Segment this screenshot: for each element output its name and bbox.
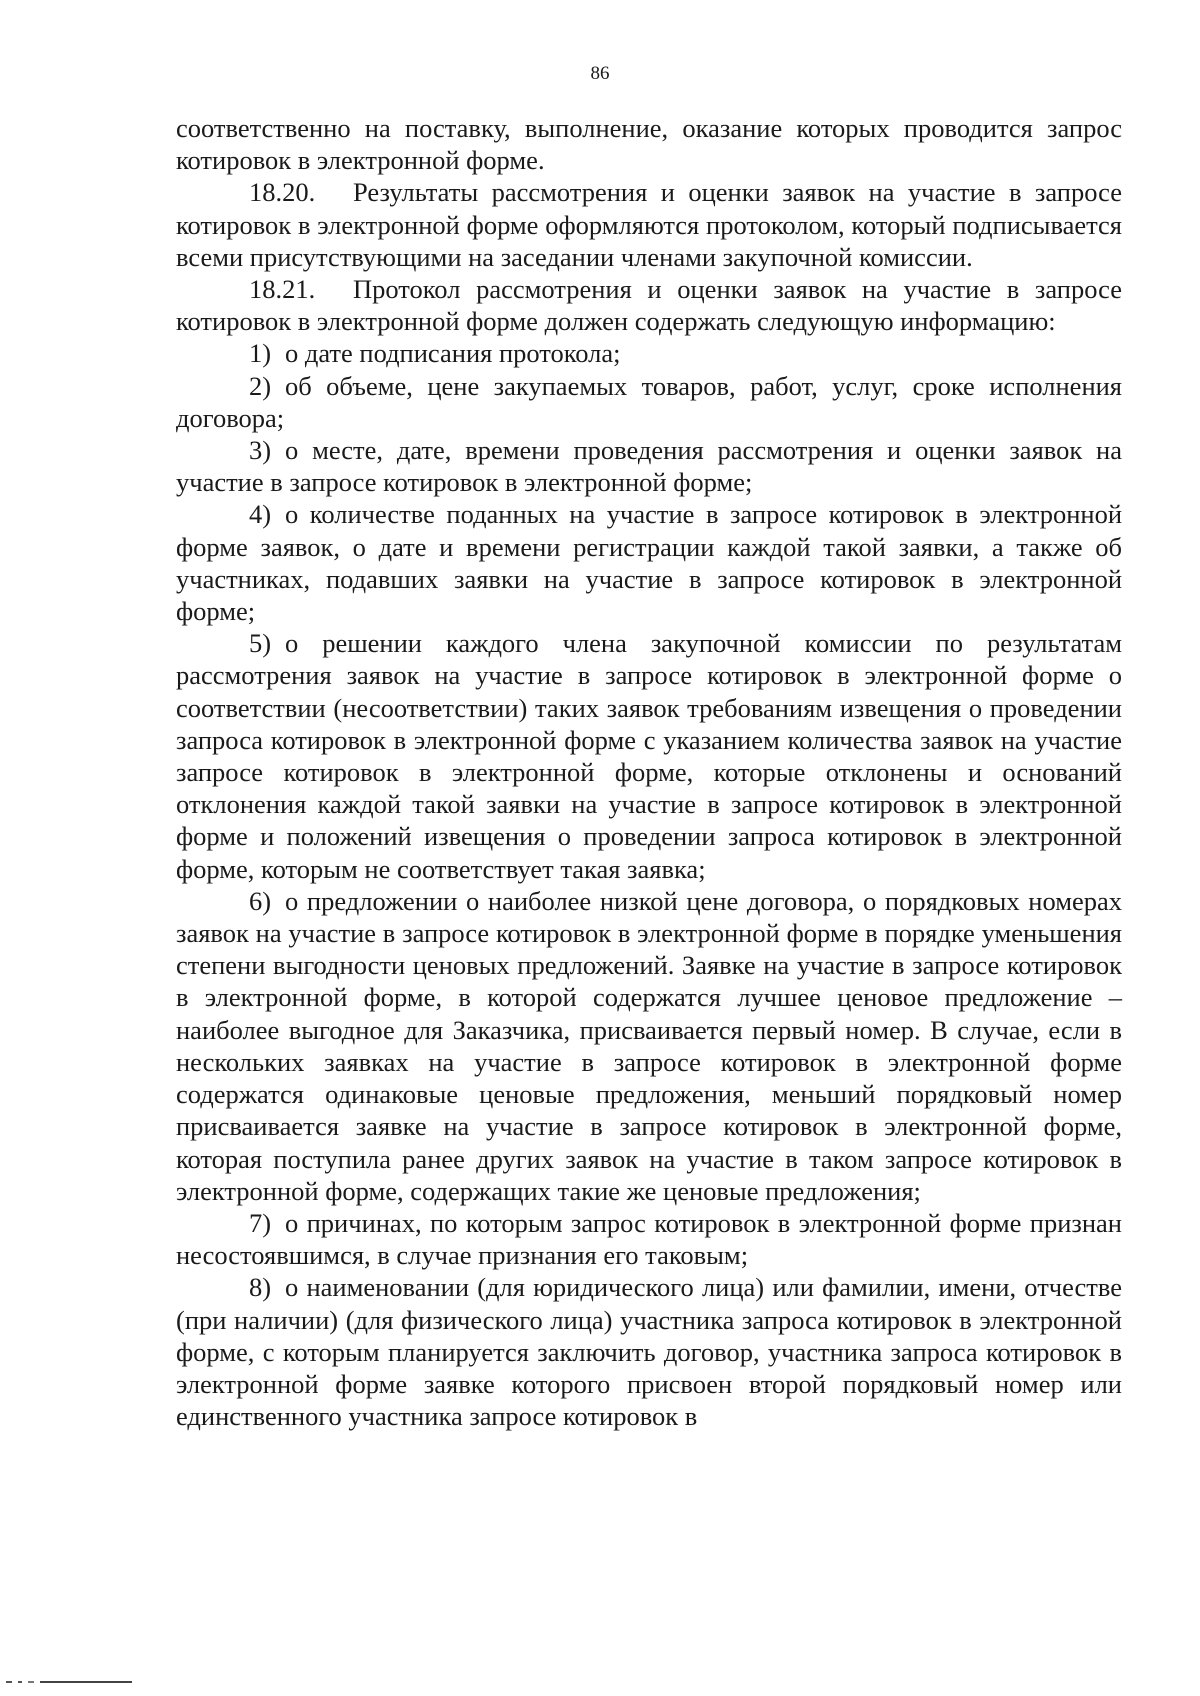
list-item-6 [176,885,1122,1207]
clause-number: 18.21. [249,274,316,305]
clause-text: Протокол рассмотрения и оценки заявок на участие в запросе котировок в электронной форме должен содержать следующую информацию: [176,274,1122,337]
list-item-number: 4) [249,499,272,530]
paragraph-text: соответственно на поставку, выполнение, оказание которых проводится запрос котировок в электронной форме. [176,113,1122,176]
list-item-5 [176,627,1122,885]
list-item-text: о наименовании (для юридического лица) или фамилии, имени, отчестве (при наличии) (для физического лица) участника запроса котировок в электронной форме, с которым планируется заключить договор, участника запроса котировок в электронной форме заявке которого присвоен второй порядковый номер или единственного участника запросе котировок в [176,1272,1122,1432]
list-item-text: о количестве поданных на участие в запросе котировок в электронной форме заявок, о дате и времени регистрации каждой такой заявки, а также об участниках, подавших заявки на участие в запросе котировок в электронной форме; [176,499,1122,627]
list-item-number: 1) [249,338,272,369]
document-body [176,112,1122,1432]
list-item-text: о месте, дате, времени проведения рассмотрения и оценки заявок на участие в запросе котировок в электронной форме; [176,435,1122,498]
list-item-2 [176,370,1122,434]
footer-rule [0,1681,132,1683]
list-item-text: об объеме, цене закупаемых товаров, работ, услуг, сроке исполнения договора; [176,370,1122,433]
clause-number: 18.20. [249,177,316,208]
clause-text: Результаты рассмотрения и оценки заявок на участие в запросе котировок в электронной форме оформляются протоколом, который подписывается всеми присутствующими на заседании членами закупочной комиссии. [176,177,1122,272]
list-item-text: о предложении о наиболее низкой цене договора, о порядковых номерах заявок на участие в запросе котировок в электронной форме в порядке уменьшения степени выгодности ценовых предложений. Заявке на участие в запросе котировок в электронной форме, в которой содержатся лучшее ценовое предложение – наиболее выгодное для Заказчика, присваивается первый номер. В случае, если в нескольких заявках на участие в запросе котировок в электронной форме содержатся одинаковые ценовые предложения, меньший порядковый номер присваивается заявке на участие в запросе котировок в электронной форме, которая поступила ранее других заявок на участие в таком запросе котировок в электронной форме, содержащих такие же ценовые предложения; [176,885,1122,1206]
list-item-3 [176,434,1122,498]
list-item-number: 8) [249,1272,272,1303]
list-item-number: 2) [249,370,272,401]
list-item-7 [176,1207,1122,1271]
list-item-4 [176,498,1122,627]
page-number: 86 [590,63,610,84]
paragraph-continuation [176,112,1122,176]
clause-18-21 [176,273,1122,337]
list-item-8 [176,1271,1122,1432]
list-item-text: о решении каждого члена закупочной комиссии по результатам рассмотрения заявок на участие в запросе котировок в электронной форме о соответствии (несоответствии) таких заявок требованиям извещения о проведении запроса котировок в электронной форме с указанием количества заявок на участие запросе котировок в электронной форме, которые отклонены и оснований отклонения каждой такой заявки на участие в запросе котировок в электронной форме и положений извещения о проведении запроса котировок в электронной форме, которым не соответствует такая заявка; [176,628,1122,884]
list-item-number: 3) [249,435,272,466]
list-item-1 [176,337,1122,369]
list-item-text: о дате подписания протокола; [285,338,621,369]
list-item-text: о причинах, по которым запрос котировок в электронной форме признан несостоявшимся, в случае признания его таковым; [176,1207,1122,1271]
list-item-number: 6) [249,885,272,916]
list-item-number: 5) [249,628,272,659]
clause-18-20 [176,176,1122,273]
list-item-number: 7) [249,1207,272,1238]
